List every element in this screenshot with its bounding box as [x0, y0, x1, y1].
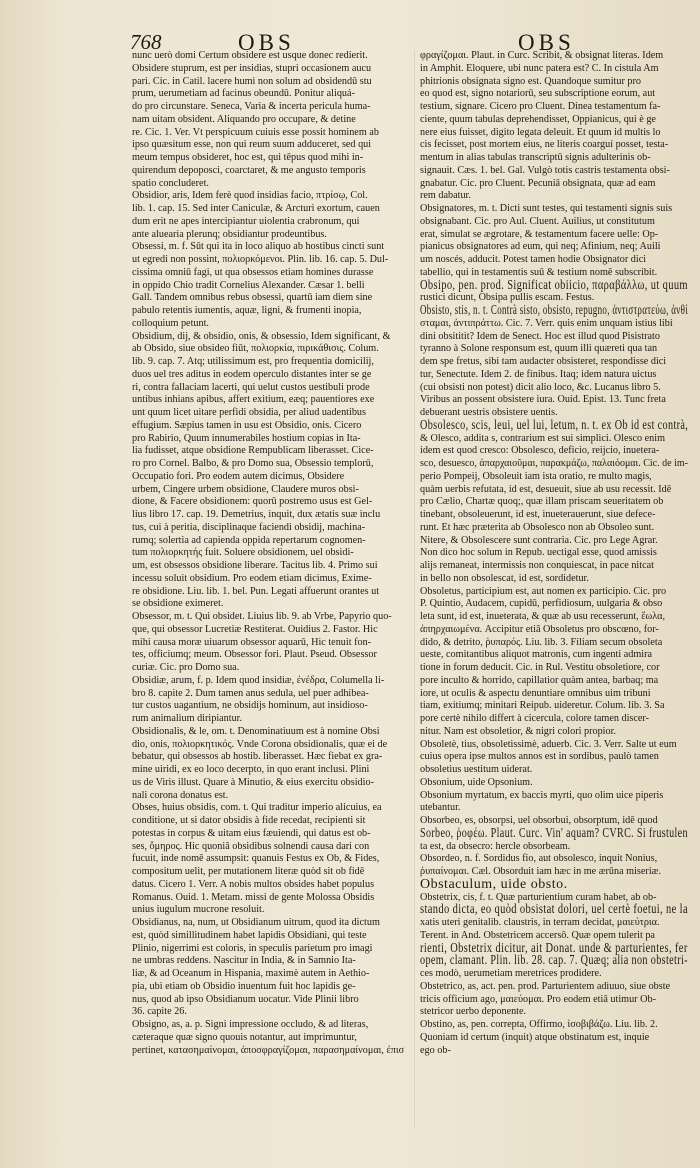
- text-line: erat, simulat se ægrotare, & testamentum facere uelle: Op-: [420, 228, 659, 240]
- text-line: dido, & detrito, ῥυπαρός. Liu. lib. 3. Filiam secum obsoleta: [420, 636, 663, 648]
- text-line: Nitere, & Obsolescere sunt contraria. Cic. pro Lege Agrar.: [420, 534, 658, 546]
- text-line: fucuit, inde nomē assumpsit: quanuis Festus ex Ob, & Fides,: [132, 853, 380, 865]
- text-line: rumq; solertia ad capienda oppida repertarum cognomen-: [132, 534, 366, 546]
- text-line: alijs remaneat, intermissis non conquiescat, in pace nitcat: [420, 560, 654, 571]
- text-line: Obsonium, uide Opsonium.: [420, 776, 533, 788]
- text-line: pore inculto & horrido, capillatior quàm antea, barbaq; ma: [420, 674, 659, 686]
- text-line: pertinet, κατασημαίνομαι, ἀποσφραγίζομαι, παρασημαίνομαι, ἐπισ: [132, 1044, 405, 1056]
- text-line: colloquium petunt.: [132, 317, 209, 329]
- text-line: tione in forum deducit. Cic. in Rul. Vestitu obsoletiore, cor: [420, 662, 660, 673]
- text-line: tabellio, qui in testamentis suū & testium nomē subscribit.: [420, 266, 658, 278]
- text-line: runt. Et hæc præterita ab Obsolesco non ab Obsoleo sunt.: [420, 521, 654, 533]
- text-line: Occupatio fori. Pro eodem autem dicimus, Obsidere: [132, 470, 345, 482]
- text-line: signauit. Cæs. 1. bel. Gal. Vulgò totis castris testamenta obsi-: [420, 164, 670, 176]
- text-line: Obsidere stuprum, est per insidias, stupri occasionem aucu: [132, 62, 372, 74]
- text-line: pro Cælio, Chartæ quoq;, quæ illam priscam seueritatem ob: [420, 496, 664, 508]
- text-line: Obsidionalis, & le, om. t. Denominatiuum est à nomine Obsi: [132, 725, 380, 737]
- text-line: re obsidione. Liu. lib. 1. bel. Pun. Legati affuerunt orantes ut: [132, 585, 380, 597]
- text-line: quàm uerbis refutata, id est, desueuit, siue ab usu recessit. Idē: [420, 483, 672, 495]
- text-line: Gall. Tandem omnibus rebus obsessi, quartū iam diem sine: [132, 292, 373, 304]
- text-line: Viribus an possent obsistere iura. Ouid. Epist. 13. Tunc freta: [420, 394, 666, 406]
- text-line: ueste, comitantibus aliquot matronis, cum ingenti admira: [420, 649, 652, 661]
- text-line: tyranno à Solone responsum est, quum illi quæreti qua tan: [420, 343, 658, 355]
- text-line: ἀπηρχαιωμένα. Accipitur etiā Obsoletus pro obscœno, for-: [420, 623, 659, 635]
- text-line: ciente, quum tabulas deprehendisset, Oppianicus, qui è ge: [420, 113, 656, 125]
- text-line: Obsidium, dij, & obsidio, onis, & obsessio, Idem significant, &: [132, 330, 391, 342]
- text-line: nitur. Nam est obsoletior, & nigri colori propior.: [420, 725, 616, 737]
- text-line: Obsidiæ, arum, f. p. Idem quod insidiæ, ἐνέδρα, Columella li-: [132, 674, 385, 686]
- text-line: bro 8. capite 2. Dum tamen anus sedula, uel puer adhibea-: [132, 687, 369, 699]
- text-line: in Amphit. Eloquere, ubi nunc patera est? C. In cistula Am: [420, 62, 659, 74]
- text-line: dem spe fretus, sibi tam audacter obsisteret, respondisse dici: [420, 356, 667, 367]
- text-line: gnabatur. Cic. pro Cluent. Pecuniā obsignata, quæ ad eam: [420, 177, 656, 189]
- text-line: ut egredi non possint, πολιορκόμενοι. Plin. lib. 16. cap. 5. Dul-: [132, 254, 389, 265]
- text-line: dione, & Facere obsidionem: quorū postremo usus est Gel-: [132, 496, 373, 508]
- text-line: Obstaculum, uide obsto.: [420, 876, 568, 892]
- text-line: stando dicta, eo quòd obsistat dolori, uel certè foetui, ne la: [420, 902, 688, 918]
- text-line: ῥυπαίνομαι. Cæl. Obsorduit iam hæc in me ærūna miseriæ.: [420, 866, 661, 877]
- text-line: dum erit ne apes intercipiantur uiolentia crabronum, qui: [132, 215, 360, 227]
- text-line: dio, onis, πολιορκητικός. Vnde Corona obsidionalis, quæ ei de: [132, 738, 388, 750]
- text-line: Obsisto, stis, n. t. Contrà sisto, obsisto, repugno, ἀντιστρατεύω, ἀνθί: [420, 303, 688, 318]
- text-line: lius libro 17. cap. 19. Demetrius, inquit, dux ætatis suæ inclu: [132, 509, 381, 520]
- text-line: do pro circunstare. Seneca, Varia & incerta pericula huma-: [132, 101, 371, 112]
- text-line: nere eius fuisset, digito legata deleuit. Et quum id multis lo: [420, 126, 661, 138]
- text-line: nus, quod ab ipso Obsidianum uocatur. Vide Plinii libro: [132, 993, 359, 1005]
- left-column: [132, 50, 410, 1128]
- text-line: rustici dicunt, Obsipa pullis escam. Festus.: [420, 292, 595, 304]
- text-line: que, qui obsessor Lucretiæ Restiterat. Ouidius 2. Fastor. Hic: [132, 623, 378, 635]
- text-line: bebatur, qui obsessos ab hostib. liberasset. Hæc fiebat ex gra-: [132, 751, 383, 763]
- text-line: Obsidianus, na, num, ut Obsidianum uitrum, quod ita dictum: [132, 917, 380, 928]
- text-line: Obsignatores, m. t. Dicti sunt testes, qui testamenti signis suis: [420, 203, 673, 214]
- text-line: potestas in corpus & uitam eius fæuiendi, qui datus est ob-: [132, 827, 371, 839]
- text-line: prum, uerumetiam ad facinus obeundū. Ponitur aliquá-: [132, 88, 355, 100]
- text-line: Obsessor, m. t. Qui obsidet. Liuius lib. 9. ab Vrbe, Papyrio quo-: [132, 611, 392, 622]
- text-line: idem est quod cresco: Obsolesco, deficio, reijcio, inuetera-: [420, 445, 660, 457]
- text-line: ses, ὅμηρος. Hic quoniā obsidibus solnendi causa dari con: [132, 840, 370, 852]
- text-line: opem, clamant. Plin. lib. 28. cap. 7. Quæq; alia non obstetri-: [420, 953, 688, 969]
- text-line: Obstino, as, pen. correpta, Offirmo, ἰσοβιβάζω. Liu. lib. 2.: [420, 1019, 658, 1030]
- text-line: nali corona donatus est.: [132, 789, 229, 801]
- text-line: σταμαι, ἀντιπράττω. Cic. 7. Verr. quis enim unquam istius libi: [420, 317, 673, 329]
- text-line: curiæ. Cic. pro Domo sua.: [132, 662, 240, 673]
- text-line: tur, Senectute. Idem 2. de finibus. Itaq; idem natura uictus: [420, 368, 657, 380]
- text-line: Obstetrico, as, act. pen. prod. Parturientem adiuuo, siue obste: [420, 980, 671, 992]
- text-line: (cui obsisti non potest) dicit alio loco, &c. Lucanus libro 5.: [420, 381, 661, 393]
- text-line: rum animalium diripiantur.: [132, 713, 243, 724]
- text-line: iore, ut oculis & aspectu denuntiare omnibus uim tribuni: [420, 687, 651, 699]
- text-line: ro pro Cornel. Balbo, & pro Domo sua, Obsessio templorū,: [132, 458, 374, 469]
- text-line: lib. 9. cap. 7. Atq; utilissimum est, pro frequentia domicilij,: [132, 356, 374, 367]
- text-line: um noscés, adducit. Potest tamen hodie Obsignator dici: [420, 254, 647, 265]
- text-line: dini obsititit? Idem de Senect. Hoc est illud quod Pisistrato: [420, 330, 660, 342]
- text-line: Obsigno, as, a. p. Signi impressione occludo, & ad literas,: [132, 1019, 369, 1030]
- text-line: pari. Cic. in Catil. lacere humi non solum ad obsidendū stu: [132, 75, 372, 87]
- text-line: mentum in alias tabulas transcriptū signis adulterinis ob-: [420, 152, 651, 163]
- text-line: sco, desuesco, ἀπαρχαιοῦμαι, παρακμάζω, παλαιόομαι. Cic. de im-: [420, 458, 688, 469]
- text-line: pore certè nihilo differt à cicercula, colore tamen discer-: [420, 713, 649, 724]
- text-line: tum πολιορκητής fuit. Soluere obsidionem, uel obsidi-: [132, 547, 354, 559]
- text-line: unius iugulum mucrone resoluit.: [132, 904, 265, 916]
- text-line: mine uiridi, ex eo loco decerpto, in quo erant inclusi. Plini: [132, 764, 370, 775]
- text-line: eo quod est, signo notariorū, seu subscriptione eorum, aut: [420, 88, 656, 100]
- text-line: P. Quintio, Audacem, cupidū, perfidiosum, uulgaria & obso: [420, 598, 663, 610]
- text-line: & Olesco, addita s, contrarium est sui simplici. Olesco enim: [420, 432, 666, 444]
- text-line: unt quum licet uitare perfidi obsidia, per aliud uadentibus: [132, 407, 366, 418]
- text-line: Quoniam id certum (inquit) atque obstinatum est, inquie: [420, 1031, 650, 1043]
- text-line: Obsidior, aris, Idem ferè quod insidias facio, πτρίσῳ, Col.: [132, 190, 368, 202]
- text-line: ces modò, uerumetiam meretrices prodidere.: [420, 968, 602, 979]
- text-line: compositum uelit, per mutationem literæ quòd sit ob fidē: [132, 866, 365, 877]
- text-line: obsoletius uestitum uiderat.: [420, 764, 533, 775]
- text-line: ta est, da obsecro: hercle obsorbeam.: [420, 840, 571, 852]
- text-line: Obsolesco, scis, leui, uel lui, letum, n. t. ex Ob id est contrà,: [420, 417, 688, 433]
- text-line: debuerant uestris obsistere uentis.: [420, 407, 558, 418]
- text-line: ante aluearia plerunq; obsidiantur prodeuntibus.: [132, 228, 327, 240]
- text-line: Non dico hoc solum in Repub. uectigal esse, quod amissis: [420, 547, 657, 559]
- text-line: liæ, & ad Oceanum in Hispania, maximè autem in Aethio-: [132, 968, 370, 979]
- text-line: cis fecisset, post mortem eius, ne literis coarguí posset, testa-: [420, 139, 669, 151]
- text-line: Romanus. Ouid. 1. Metam. missi de gente Molossa Obsidis: [132, 891, 375, 903]
- text-line: φραγίζομαι. Plaut. in Curc. Scribit, & obsignat literas. Idem: [420, 50, 664, 61]
- text-line: Sorbeo, ῥοφέω. Plaut. Curc. Vin' aquam? CVRC. Si frustulen: [420, 825, 688, 841]
- text-line: Plinio, nigerrimi est coloris, in speculis parietum pro imagi: [132, 942, 373, 954]
- text-line: Terent. in And. Obstetricem accersō. Quæ opem tulerit pa: [420, 929, 655, 941]
- text-line: ri, contra fallaciam lacerti, qui uelut custos uestibuli prode: [132, 381, 370, 393]
- text-line: nam uitam obsident. Aliquando pro occupare, & detine: [132, 113, 356, 125]
- text-line: spatio concluderet.: [132, 177, 209, 189]
- text-line: re. Cic. 1. Ver. Vt perspicuum cuiuis esse possit hominem ab: [132, 126, 379, 138]
- page-number: 768: [130, 30, 162, 54]
- text-line: datus. Cicero 1. Verr. A nobis multos obsides habet populus: [132, 878, 375, 890]
- text-line: um, est obsessos obsidione liberare. Tacitus lib. 4. Primo sui: [132, 560, 378, 571]
- text-line: tes, officiumq; meum. Obsessor fori. Plaut. Pseud. Obsessor: [132, 649, 377, 661]
- text-line: urbem, Cingere urbem obsidione, Claudere muros obsi-: [132, 483, 359, 495]
- text-line: tinebant, obsoleuerunt, id est, inueterauerunt, siue defece-: [420, 509, 656, 520]
- text-line: Obsorbeo, es, obsorpsi, uel obsorbui, obsorptum, idē quod: [420, 815, 658, 826]
- text-line: Obstetrix, cis, f. t. Quæ parturientium curam habet, ab ob-: [420, 891, 657, 903]
- text-line: duos uel tres aditus in eodem operculo distantes inter se ge: [132, 368, 372, 380]
- text-line: Obsipo, pen. prod. Significat obiicio, παραβάλλω, ut quum: [420, 277, 688, 293]
- text-line: tiam, exitiumq; minitari Reipub. uideretur. Colum. lib. 3. Sa: [420, 700, 665, 712]
- text-line: xatis uteri genitalib. claustris, in terram decidat, μαιεύτρια.: [420, 917, 660, 928]
- text-line: stetricor uerbo deponente.: [420, 1006, 527, 1018]
- text-line: Obsoletè, tius, obsoletissimè, aduerb. Cic. 3. Verr. Salte ut eum: [420, 738, 677, 750]
- text-line: cuius opera ipse multos annos est in sordibus, paulò tamen: [420, 751, 659, 763]
- text-line: Obses, huius obsidis, com. t. Qui traditur imperio alicuius, ea: [132, 802, 382, 814]
- text-line: ne umbras reddens. Nascitur in India, & in Samnio Ita-: [132, 955, 356, 967]
- text-line: incessu soluit obsidium. Pro eodem etiam dicimus, Exime-: [132, 572, 372, 584]
- text-line: phitrionis obsignata signo est. Quandoque sumitur pro: [420, 75, 641, 87]
- text-line: lib. 1. cap. 15. Sed inter Caniculæ, & Arcturi exortum, cauen: [132, 203, 380, 214]
- text-line: perio Pompeij, Obsoleuit iam ista oratio, re multo magis,: [420, 470, 652, 482]
- text-line: meum tempus obsideret, hoc est, qui tēpus quod mihi in-: [132, 152, 364, 163]
- text-line: conditione, ut si dator obsidis à fide recedat, recipienti sit: [132, 815, 366, 826]
- text-line: testium, signare. Cicero pro Cluent. Dinea testamentum fa-: [420, 101, 661, 112]
- text-line: 36. capite 26.: [132, 1006, 187, 1018]
- text-line: in oppido Chio tradit Cornelius Alexander. Cæsar 1. belli: [132, 279, 365, 291]
- running-head-right: OBS: [518, 30, 575, 55]
- text-line: ab Obsido, siue obsideo fiūt, πολιορκία, πιρικάθισις. Colum.: [132, 343, 379, 355]
- text-line: rienti, Obstetrix dicitur, ait Donat. unde & parturientes, fer: [420, 940, 688, 956]
- running-head-left: OBS: [238, 30, 295, 55]
- text-line: pianicus obsignatores ad eum, qui neq; Afinium, neq; Auili: [420, 241, 661, 253]
- text-line: in bello non obsolescat, id est, sordidetur.: [420, 572, 589, 584]
- text-line: pro Rabirio, Quum innumerabiles hostium copias in Ita-: [132, 432, 361, 444]
- text-line: cissima omniū fagi, ut qua obsessos etiam homines durasse: [132, 266, 374, 278]
- text-line: cæteraque quæ signo quouis notantur, aut imprimuntur,: [132, 1031, 357, 1043]
- right-column: [420, 50, 688, 1128]
- text-line: obsignabant. Cic. pro Aul. Cluent. Auilius, ut constitutum: [420, 215, 655, 227]
- text-line: effugium. Sæpius tamen in usu est Obsidio, onis. Cicero: [132, 419, 362, 431]
- text-line: lia fudisset, atque obsidione Rempublicam liberasset. Cice-: [132, 445, 374, 457]
- text-line: se obsidione eximeret.: [132, 598, 224, 610]
- text-line: Obsordeo, n. f. Sordidus fio, aut obsolesco, inquit Nonius,: [420, 853, 658, 865]
- text-line: tricis officium ago, μαιεύομαι. Pro eodem etiā utimur Ob-: [420, 993, 656, 1005]
- text-line: utebantur.: [420, 802, 461, 814]
- text-line: Obsessi, m. f. Sūt qui ita in loco aliquo ab hostibus cincti sunt: [132, 241, 385, 253]
- text-line: mihi causa moræ uiuarum obsessor aquarū, Hic tenuit fon-: [132, 636, 372, 648]
- text-line: ipso quæsitum esse, non qui reum suum adduceret, sed qui: [132, 139, 372, 151]
- text-line: ego ob-: [420, 1044, 451, 1056]
- column-gutter: [414, 50, 415, 1128]
- text-line: untibus inhians apibus, affert exitium, eæq; pauentiores exe: [132, 394, 375, 406]
- text-line: pabulo retentis iumentis, aquæ, ligni, & frumenti inopia,: [132, 305, 362, 316]
- text-line: rem dabatur.: [420, 190, 471, 202]
- text-line: Obsoletus, participium est, aut nomen ex participio. Cic. pro: [420, 585, 667, 597]
- text-line: us de Viris illust. Quare à Minutio, & eius exercitu obsidio-: [132, 776, 374, 788]
- text-line: tur custos uagantium, ne obsidijs hominum, aut insidioso-: [132, 700, 368, 712]
- text-line: leta sunt, id est, inueterata, & quæ ab usu recesserunt, ἕωλα,: [420, 611, 666, 622]
- text-line: Obsonium myrtatum, ex baccis myrti, quo olim uice piperis: [420, 789, 664, 801]
- text-line: est, quòd simillitudinem habet lapidis Obsidiani, qui teste: [132, 929, 367, 941]
- text-line: tus, cui à peritia, disciplinaque faciendi obsidij, machina-: [132, 521, 366, 533]
- text-line: quirendum depoposci, coarctaret, & me angusto temporis: [132, 164, 366, 176]
- text-line: pia, ubi etiam ob Obsidio inuentum fuit hoc lapidis ge-: [132, 980, 356, 992]
- text-line: nunc uerò domi Certum obsidere est usque donec redierit.: [132, 50, 368, 61]
